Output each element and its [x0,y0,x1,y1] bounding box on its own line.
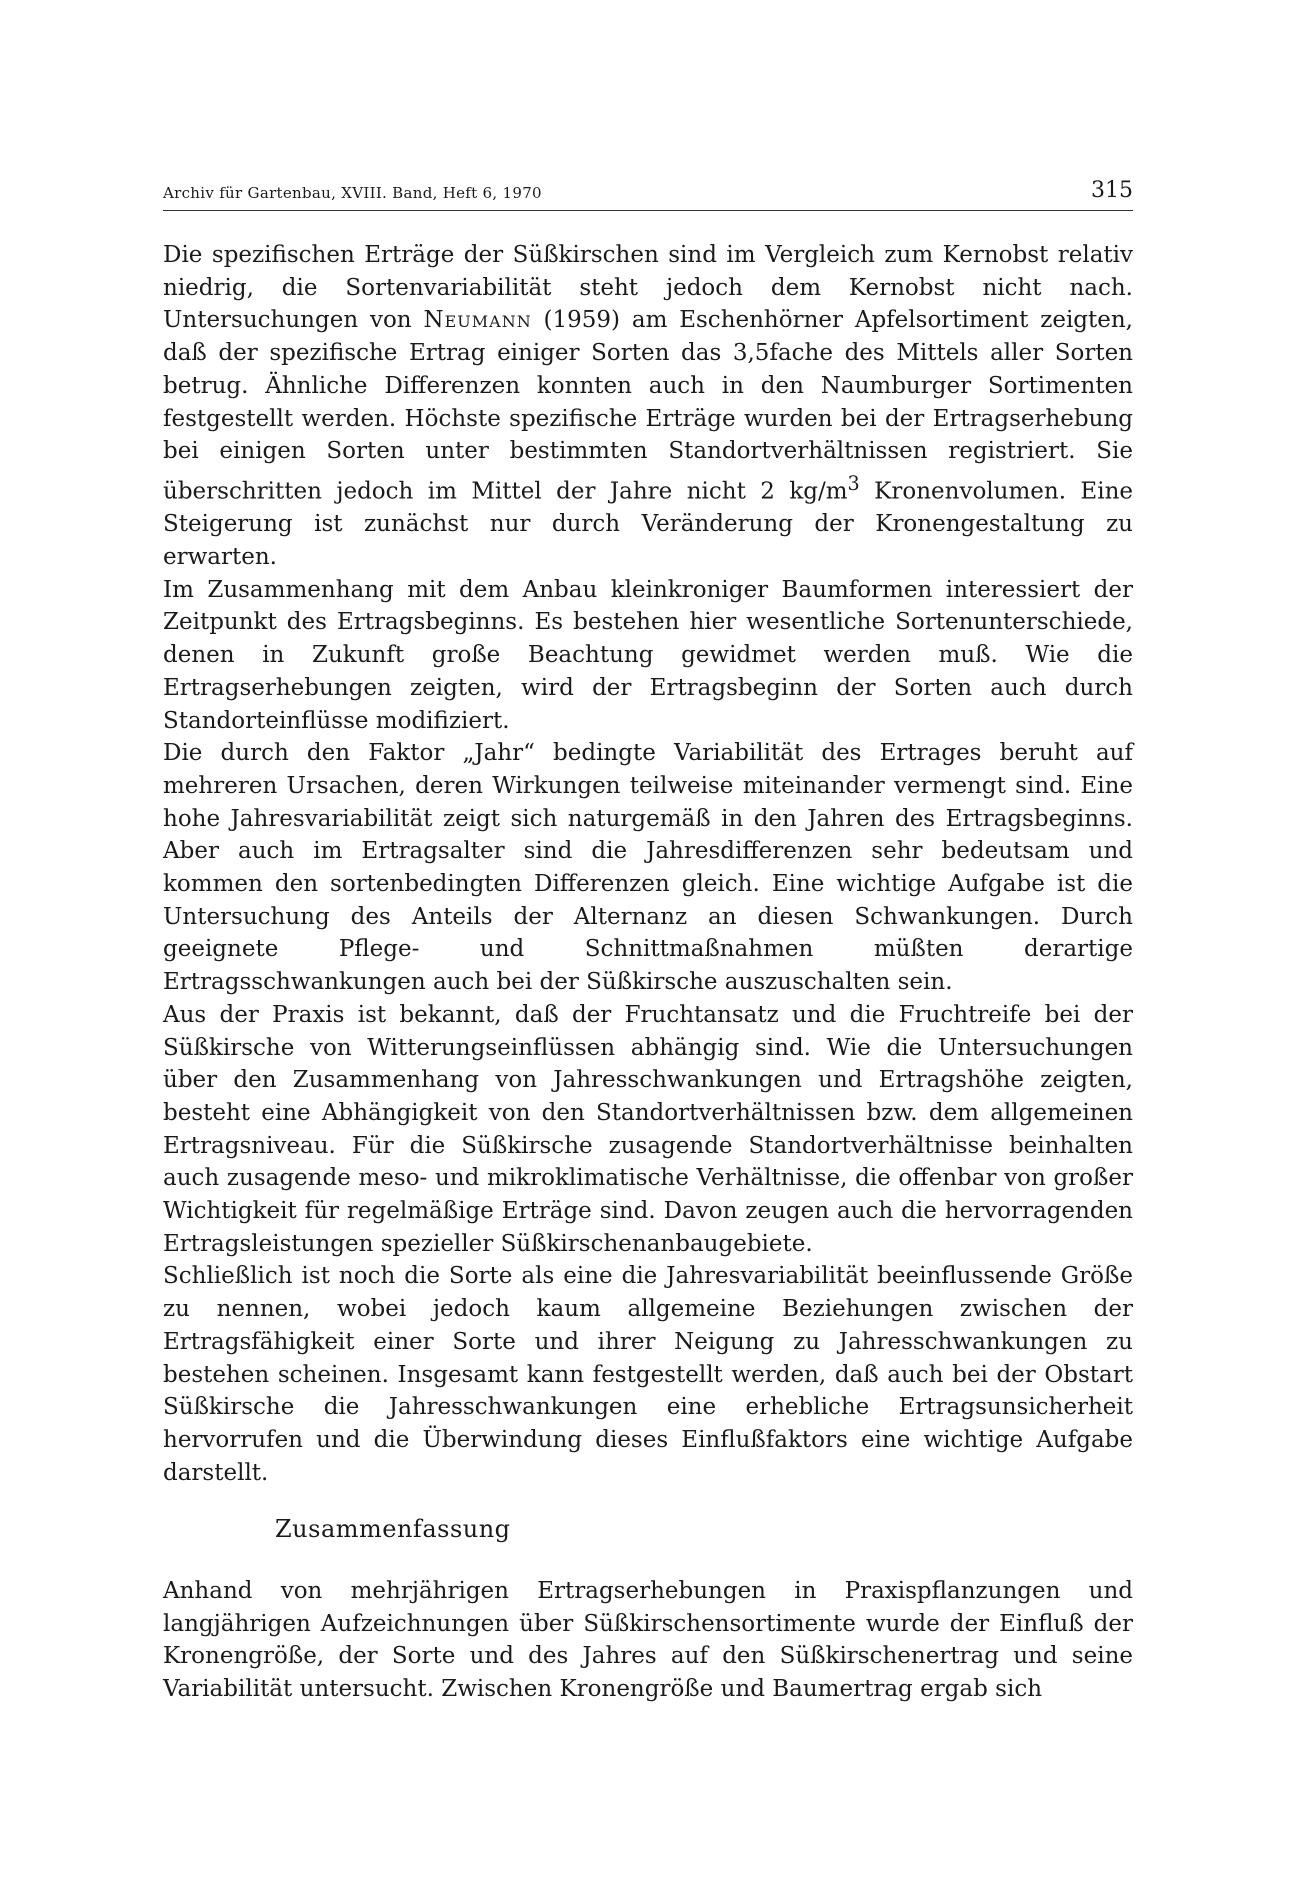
paragraph-5: Schließlich ist noch die Sorte als eine die Jahresvariabilität beeinflussende Größe zu nennen, wobei jedoch kaum allgemeine Beziehungen zwischen der Ertragsfähigkeit einer Sorte und ihrer Neigung zu Jahresschwankungen zu bestehen scheinen. Insgesamt kann festgestellt werden, daß auch bei der Obstart Süßkirsche die Jahresschwankungen eine erhebliche Ertragsunsicherheit hervorrufen und die Überwindung dieses Einflußfaktors eine wichtige Aufgabe darstellt. [163,1263,1133,1486]
superscript: 3 [847,471,860,495]
running-head: Archiv für Gartenbau, XVIII. Band, Heft 6, 1970 [163,184,542,202]
paragraph-4: Aus der Praxis ist bekannt, daß der Fruchtansatz und die Fruchtreife bei der Süßkirsche von Witterungseinflüssen abhängig sind. Wie die Untersuchungen über den Zusammenhang von Jahresschwankungen und Ertragshöhe zeigten, besteht eine Abhängigkeit von den Standortverhältnissen bzw. dem allgemeinen Ertragsniveau. Für die Süßkirsche zusagende Standortverhältnisse beinhalten auch zusagende meso- und mikroklimatische Verhältnisse, die offenbar von großer Wichtigkeit für regelmäßige Erträge sind. Davon zeugen auch die hervorragenden Ertragsleistungen spezieller Süßkirschenanbaugebiete. [163,1001,1133,1257]
paragraph-1-text-middle: (1959) am Eschenhörner Apfelsortiment zeigten, daß der spezifische Ertrag einiger Sorten das 3,5fache des Mittels aller Sorten betrug. Ähnliche Differenzen konnten auch in den Naumburger Sortimenten festgestellt werden. Höchste spezifische Erträge wurden bei der Ertragserhebung bei einigen Sorten unter bestimmten Standortverhältnissen registriert. Sie überschritten jedoch im Mittel der Jahre nicht 2 kg/m [163,307,1133,505]
summary-paragraph: Anhand von mehrjährigen Ertragserhebungen in Praxispflanzungen und langjährigen Aufzeichnungen über Süßkirschensortimente wurde der Einfluß der Kronengröße, der Sorte und des Jahres auf den Süßkirschenertrag und seine Variabilität untersucht. Zwischen Kronengröße und Baumertrag ergab sich [163,1578,1133,1703]
paragraph-1-text-after: Kronenvolumen. Eine Steigerung ist zunächst nur durch Veränderung der Kronengestaltung zu erwarten. [163,478,1134,570]
author-name: Neumann [423,307,532,334]
paragraph-3: Die durch den Faktor „Jahr“ bedingte Variabilität des Ertrages beruht auf mehreren Ursachen, deren Wirkungen teilweise miteinander vermengt sind. Eine hohe Jahresvariabilität zeigt sich naturgemäß in den Jahren des Ertragsbeginns. Aber auch im Ertragsalter sind die Jahresdifferenzen sehr bedeutsam und kommen den sortenbedingten Differenzen gleich. Eine wichtige Aufgabe ist die Untersuchung des Anteils der Alternanz an diesen Schwankungen. Durch geeignete Pflege- und Schnittmaßnahmen müßten derartige Ertragsschwankungen auch bei der Süßkirsche auszuschalten sein. [163,740,1133,996]
article-body [163,239,1133,1489]
paragraph-2: Im Zusammenhang mit dem Anbau kleinkroniger Baumformen interessiert der Zeitpunkt des Ertragsbeginns. Es bestehen hier wesentliche Sortenunterschiede, denen in Zukunft große Beachtung gewidmet werden muß. Wie die Ertragserhebungen zeigten, wird der Ertragsbeginn der Sorten auch durch Standorteinflüsse modifiziert. [163,576,1133,734]
page-number: 315 [1091,178,1133,203]
summary-heading: Zusammenfassung [275,1515,511,1543]
paragraph-1-text-before: Die spezifischen Erträge der Süßkirschen sind im Vergleich zum Kernobst relativ niedrig, die Sortenvariabilität steht jedoch dem Kernobst nicht nach. Untersuchungen von [163,242,1133,334]
paragraph-1 [163,239,1133,574]
page-header [163,178,1133,211]
